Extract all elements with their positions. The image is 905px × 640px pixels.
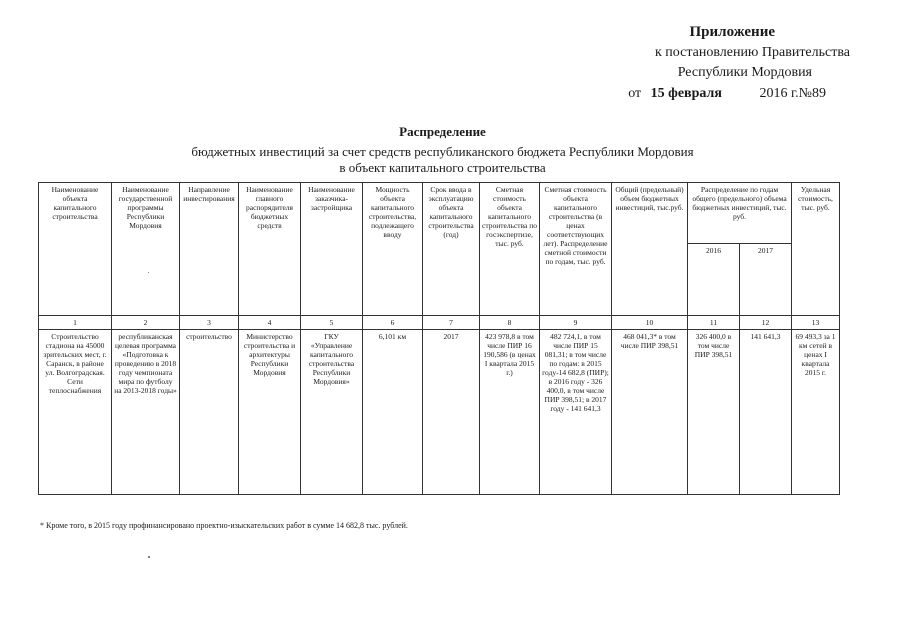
index-cell: 7: [423, 316, 480, 330]
scan-speck: [148, 272, 149, 273]
investment-table: [38, 182, 840, 495]
index-cell: 1: [39, 316, 112, 330]
cell-distributor: Министерство строительства и архитектуры Республики Мордовия: [239, 330, 301, 495]
cell-commissioning: 2017: [423, 330, 480, 495]
col-header-total-volume: Общий (предельный) объем бюджетных инвестиций, тыс.руб.: [612, 183, 688, 316]
col-header-program: Наименование государственной программы Республики Мордовия: [112, 183, 180, 316]
document-title: Распределение: [399, 124, 486, 139]
index-row: [39, 316, 840, 330]
cell-estimated-cost: 423 978,8 в том числе ПИР 16 190,586 (в ценах I квартала 2015 г.): [480, 330, 540, 495]
col-header-estimated-cost: Сметная стоимость объекта капитального строительства по госэкспертизе, тыс. руб.: [480, 183, 540, 316]
index-cell: 2: [112, 316, 180, 330]
index-cell: 13: [792, 316, 840, 330]
cell-direction: строительство: [180, 330, 239, 495]
cell-program: республиканская целевая программа «Подготовка к проведению в 2018 году чемпионата мира по футболу на 2013-2018 годы»: [112, 330, 180, 495]
cell-customer: ГКУ «Управление капитального строительства Республики Мордовия»: [301, 330, 363, 495]
index-cell: 12: [740, 316, 792, 330]
cell-cost-by-years: 482 724,1, в том числе ПИР 15 081,31; в том числе по годам: в 2015 году-14 682,8 (ПИР); в 2016 году - 326 400,0, в том числе ПИР 398,51; в 2017 году - 141 641,3: [540, 330, 612, 495]
year-2016: 2016: [688, 244, 740, 316]
appendix-date-line: [628, 86, 826, 102]
index-cell: 10: [612, 316, 688, 330]
year-and-number: 2016 г.№89: [759, 86, 826, 101]
cell-2017: 141 641,3: [740, 330, 792, 495]
index-cell: 9: [540, 316, 612, 330]
cell-object: Строительство стадиона на 45000 зрительских мест, г. Саранск, в районе ул. Волгоградская. Сети теплоснабжения: [39, 330, 112, 495]
year-2017: 2017: [740, 244, 792, 316]
document-title-block: [0, 124, 905, 176]
appendix-line-republic: Республики Мордовия: [677, 65, 812, 80]
appendix-title: Приложение: [689, 24, 775, 40]
date-handwritten: 15 февраля: [650, 86, 722, 101]
header-row: [39, 183, 840, 244]
index-cell: 3: [180, 316, 239, 330]
col-header-commissioning: Срок ввода в эксплуатацию объекта капитального строительства (год): [423, 183, 480, 316]
col-header-distribution: Распределение по годам общего (предельного) объема бюджетных инвестиций, тыс. руб.: [688, 183, 792, 244]
appendix-line-resolution: к постановлению Правительства: [654, 45, 850, 60]
index-cell: 8: [480, 316, 540, 330]
footnote: * Кроме того, в 2015 году профинансировано проектно-изыскательских работ в сумме 14 682,8 тыс. рублей.: [40, 521, 408, 530]
col-header-direction: Направление инвестирования: [180, 183, 239, 316]
index-cell: 6: [363, 316, 423, 330]
cell-2016: 326 400,0 в том числе ПИР 398,51: [688, 330, 740, 495]
scan-speck: [148, 556, 150, 558]
col-header-object: Наименование объекта капитального строительства: [39, 183, 112, 316]
col-header-cost-by-years: Сметная стоимость объекта капитального строительства (в ценах соответствующих лет). Распределение сметной стоимости по годам, тыс. руб.: [540, 183, 612, 316]
table-row: [39, 330, 840, 495]
index-cell: 4: [239, 316, 301, 330]
cell-total-volume: 468 041,3* в том числе ПИР 398,51: [612, 330, 688, 495]
col-header-customer: Наименование заказчика-застройщика: [301, 183, 363, 316]
document-subtitle-2: в объект капитального строительства: [339, 160, 546, 175]
document-subtitle-1: бюджетных инвестиций за счет средств республиканского бюджета Республики Мордовия: [191, 144, 694, 159]
col-header-distributor: Наименование главного распорядителя бюджетных средств: [239, 183, 301, 316]
date-prefix: от: [628, 86, 642, 101]
index-cell: 11: [688, 316, 740, 330]
col-header-unit-cost: Удельная стоимость, тыс. руб.: [792, 183, 840, 316]
index-cell: 5: [301, 316, 363, 330]
col-header-capacity: Мощность объекта капитального строительства, подлежащего вводу: [363, 183, 423, 316]
cell-capacity: 6,101 км: [363, 330, 423, 495]
cell-unit-cost: 69 493,3 за 1 км сетей в ценах I квартала 2015 г.: [792, 330, 840, 495]
